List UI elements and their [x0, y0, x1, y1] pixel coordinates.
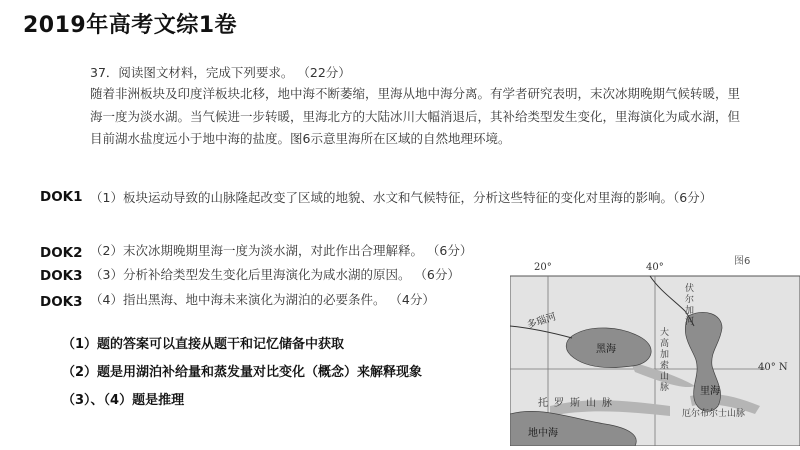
sub-question-2: （2）末次冰期晚期里海一度为淡水湖，对此作出合理解释。 （6分） [90, 243, 473, 258]
figure-label: 图6 [734, 256, 751, 267]
page-title: 2019年高考文综1卷 [23, 13, 238, 38]
answer-note-3: （3）、（4）题是推理 [62, 393, 185, 408]
elburz-label: 厄尔布尔士山脉 [682, 409, 746, 419]
lat-40-label: 40° N [758, 362, 788, 373]
lon-40-label: 40° [646, 262, 664, 273]
caucasus-label: 大高加索山脉 [660, 328, 670, 393]
caspian-label: 里海 [700, 386, 720, 397]
volga-label: 伏尔加河 [685, 284, 695, 327]
sub-question-3: （3）分析补给类型发生变化后里海演化为咸水湖的原因。 （6分） [90, 267, 460, 282]
black-sea-label: 黑海 [596, 344, 616, 355]
dok-label-3: DOK3 [40, 268, 83, 284]
region-map [510, 256, 800, 446]
mediterranean-label: 地中海 [528, 428, 558, 439]
map-svg [510, 256, 800, 446]
question-head: 37．阅读图文材料，完成下列要求。 （22分） [90, 65, 351, 80]
sub-question-4: （4）指出黑海、地中海未来演化为湖泊的必要条件。 （4分） [90, 292, 435, 307]
lon-20-label: 20° [534, 262, 552, 273]
dok-label-1: DOK1 [40, 189, 83, 205]
question-paragraph: 随着非洲板块及印度洋板块北移，地中海不断萎缩，里海从地中海分离。有学者研究表明，末次冰期晚期气候转暖，里海一度为淡水湖。当气候进一步转暖，里海北方的大陆冰川大幅消退后，其补给类型发生变化，里海演化为咸水湖，但目前湖水盐度远小于地中海的盐度。图6示意里海所在区域的自然地理环境。 [90, 86, 741, 146]
dok-label-2: DOK2 [40, 245, 83, 261]
danube-label: 多瑙河 [525, 311, 558, 332]
answer-note-2: （2）题是用湖泊补给量和蒸发量对比变化（概念）来解释现象 [62, 365, 423, 380]
dok-label-4: DOK3 [40, 294, 83, 310]
sub-question-1: （1）板块运动导致的山脉隆起改变了区域的地貌、水文和气候特征，分析这些特征的变化对里海的影响。（6分） [90, 190, 713, 205]
answer-note-1: （1）题的答案可以直接从题干和记忆储备中获取 [62, 337, 345, 352]
taurus-label: 托罗斯山脉 [538, 398, 618, 409]
